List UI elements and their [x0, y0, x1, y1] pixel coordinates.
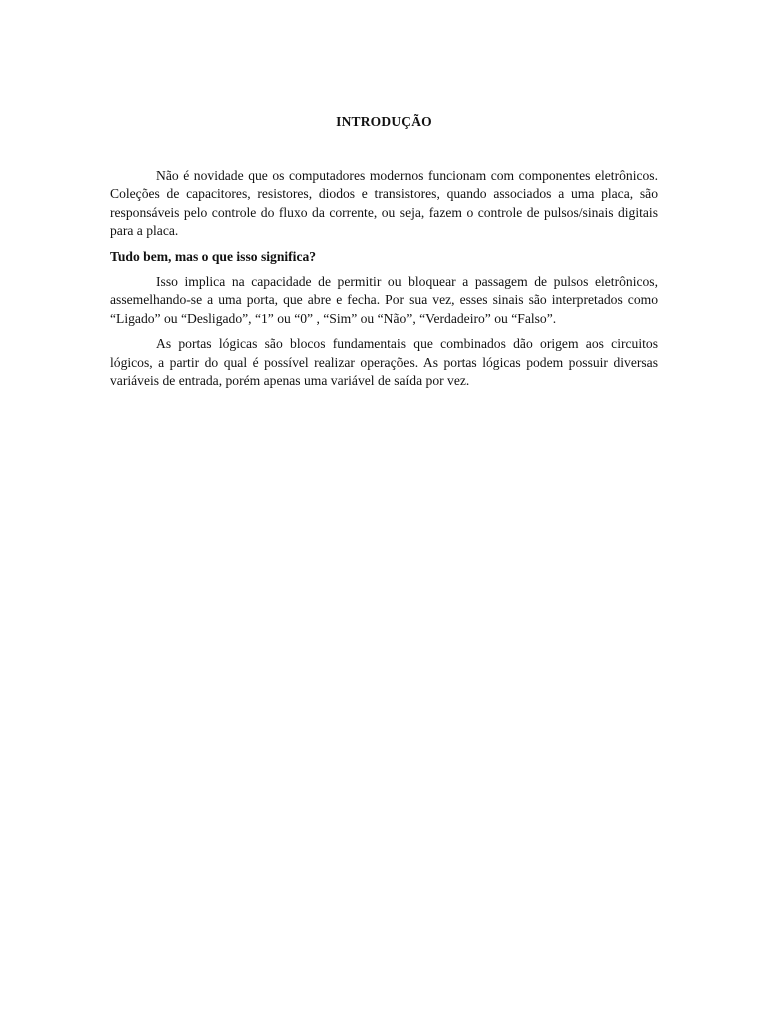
section-question-heading: Tudo bem, mas o que isso significa? [110, 248, 317, 264]
document-body [110, 167, 658, 397]
page-title: INTRODUÇÃO [336, 114, 432, 129]
paragraph-explanation: Isso implica na capacidade de permitir ou bloquear a passagem de pulsos eletrônicos, assemelhando-se a uma porta, que abre e fecha. Por sua vez, esses sinais são interpretados como “Ligado” ou “Desligado”, “1” ou “0” , “Sim” ou “Não”, “Verdadeiro” ou “Falso”. [110, 274, 658, 326]
paragraph-logic-gates: As portas lógicas são blocos fundamentais que combinados dão origem aos circuitos lógicos, a partir do qual é possível realizar operações. As portas lógicas podem possuir diversas variáveis de entrada, porém apenas uma variável de saída por vez. [110, 336, 658, 389]
paragraph-intro: Não é novidade que os computadores modernos funcionam com componentes eletrônicos. Coleções de capacitores, resistores, diodos e transistores, quando associados a uma placa, são responsáveis pelo controle do fluxo da corrente, ou seja, fazem o controle de pulsos/sinais digitais para a placa. [110, 168, 658, 239]
